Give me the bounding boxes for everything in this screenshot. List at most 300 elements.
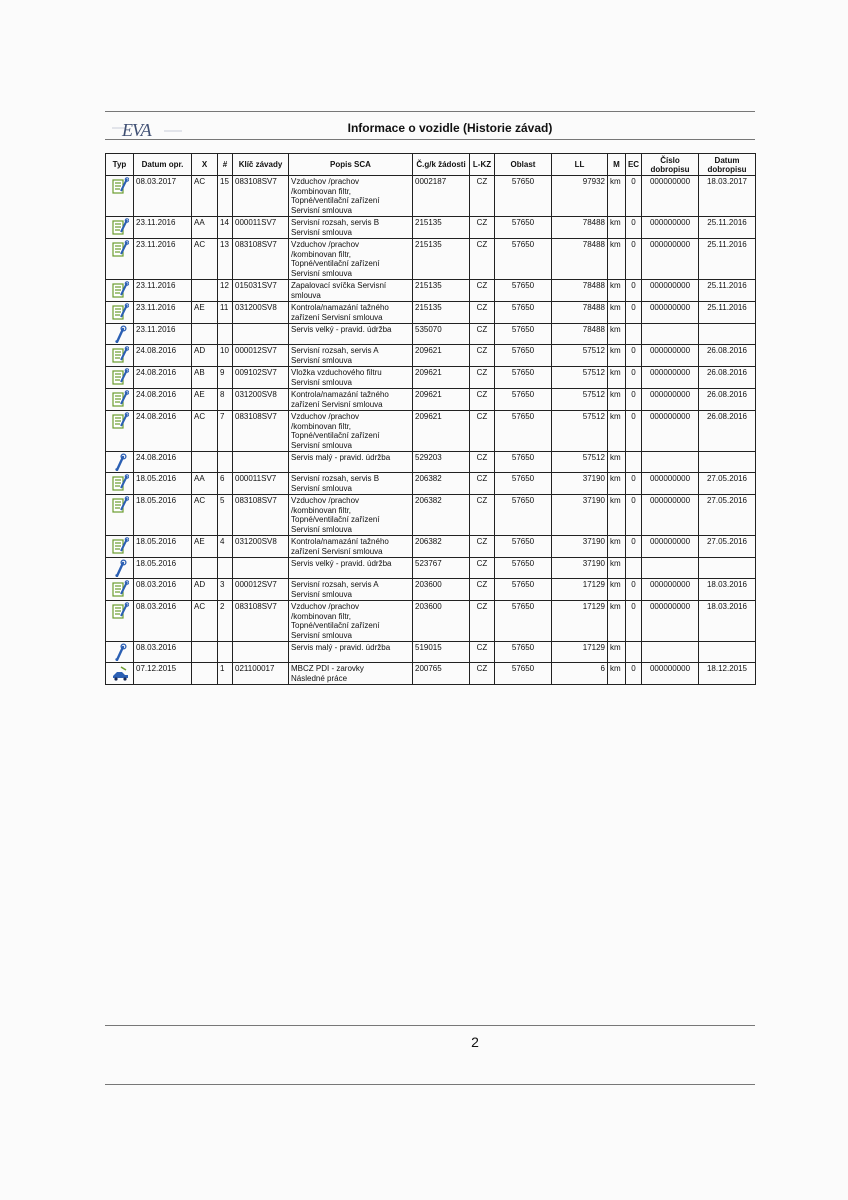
ec-cell: 0 xyxy=(626,217,642,239)
table-row xyxy=(106,558,756,579)
description-cell xyxy=(289,411,413,452)
fault-key-cell: 031200SV8 xyxy=(233,389,289,411)
description-line: Servisní smlouva xyxy=(291,630,352,640)
mileage-cell: 78488 xyxy=(552,217,608,239)
ec-cell: 0 xyxy=(626,302,642,324)
table-row xyxy=(106,176,756,217)
mileage-cell: 57512 xyxy=(552,345,608,367)
request-number-cell: 209621 xyxy=(413,367,470,389)
column-header: Oblast xyxy=(495,154,552,176)
area-cell: 57650 xyxy=(495,389,552,411)
mileage-cell: 78488 xyxy=(552,302,608,324)
lkz-cell: CZ xyxy=(470,663,495,685)
ec-cell: 0 xyxy=(626,473,642,495)
repair-date-cell: 24.08.2016 xyxy=(134,345,192,367)
credit-note-date-cell xyxy=(699,642,756,663)
fault-number-cell: 14 xyxy=(218,217,233,239)
description-cell xyxy=(289,642,413,663)
description-line: Servisní smlouva xyxy=(291,355,352,365)
fault-key-cell: 000011SV7 xyxy=(233,473,289,495)
repair-date-cell: 24.08.2016 xyxy=(134,411,192,452)
description-line: Servisní smlouva xyxy=(291,589,352,599)
service-wrench-icon xyxy=(111,453,129,471)
x-code-cell: AE xyxy=(192,536,218,558)
area-cell: 57650 xyxy=(495,367,552,389)
description-line: Vzduchov /prachov xyxy=(291,240,360,249)
type-icon-cell xyxy=(106,579,134,601)
fault-number-cell: 7 xyxy=(218,411,233,452)
description-line: Topné/ventilační zařízení xyxy=(291,259,380,268)
mileage-cell: 57512 xyxy=(552,411,608,452)
credit-note-date-cell: 26.08.2016 xyxy=(699,411,756,452)
credit-note-date-cell: 26.08.2016 xyxy=(699,367,756,389)
area-cell: 57650 xyxy=(495,473,552,495)
x-code-cell xyxy=(192,642,218,663)
description-cell xyxy=(289,663,413,685)
lkz-cell: CZ xyxy=(470,239,495,280)
footer-rule-bottom xyxy=(105,1084,755,1085)
column-header: M xyxy=(608,154,626,176)
fault-number-cell: 15 xyxy=(218,176,233,217)
description-cell xyxy=(289,239,413,280)
table-row xyxy=(106,389,756,411)
credit-note-number-cell: 000000000 xyxy=(642,495,699,536)
repair-date-cell: 23.11.2016 xyxy=(134,324,192,345)
credit-note-date-cell: 25.11.2016 xyxy=(699,239,756,280)
fault-key-cell xyxy=(233,324,289,345)
unit-cell: km xyxy=(608,473,626,495)
description-line: Vzduchov /prachov xyxy=(291,496,360,505)
fault-history-table xyxy=(105,153,756,685)
ec-cell: 0 xyxy=(626,280,642,302)
repair-document-icon xyxy=(111,580,129,598)
unit-cell: km xyxy=(608,302,626,324)
fault-key-cell: 031200SV8 xyxy=(233,302,289,324)
repair-document-icon xyxy=(111,390,129,408)
credit-note-date-cell: 26.08.2016 xyxy=(699,389,756,411)
type-icon-cell xyxy=(106,176,134,217)
request-number-cell: 206382 xyxy=(413,536,470,558)
credit-note-date-cell: 26.08.2016 xyxy=(699,345,756,367)
mileage-cell: 17129 xyxy=(552,601,608,642)
table-row xyxy=(106,579,756,601)
x-code-cell: AC xyxy=(192,411,218,452)
area-cell: 57650 xyxy=(495,324,552,345)
area-cell: 57650 xyxy=(495,495,552,536)
table-row xyxy=(106,663,756,685)
table-row xyxy=(106,367,756,389)
ec-cell xyxy=(626,452,642,473)
description-cell xyxy=(289,280,413,302)
request-number-cell: 529203 xyxy=(413,452,470,473)
lkz-cell: CZ xyxy=(470,473,495,495)
credit-note-number-cell: 000000000 xyxy=(642,239,699,280)
request-number-cell: 215135 xyxy=(413,280,470,302)
mileage-cell: 37190 xyxy=(552,558,608,579)
credit-note-date-cell: 25.11.2016 xyxy=(699,302,756,324)
description-line: Servisní smlouva xyxy=(291,440,352,450)
service-wrench-icon xyxy=(111,643,129,661)
type-icon-cell xyxy=(106,239,134,280)
mileage-cell: 17129 xyxy=(552,642,608,663)
description-line: Servisní rozsah, servis B xyxy=(291,218,380,227)
description-line: Servisní smlouva xyxy=(291,227,352,237)
fault-key-cell: 021100017 xyxy=(233,663,289,685)
fault-number-cell xyxy=(218,558,233,579)
fault-key-cell: 083108SV7 xyxy=(233,411,289,452)
x-code-cell xyxy=(192,280,218,302)
mileage-cell: 57512 xyxy=(552,389,608,411)
mileage-cell: 37190 xyxy=(552,536,608,558)
x-code-cell: AA xyxy=(192,473,218,495)
description-line: Servisní rozsah, servis A xyxy=(291,346,379,355)
request-number-cell: 535070 xyxy=(413,324,470,345)
request-number-cell: 0002187 xyxy=(413,176,470,217)
repair-date-cell: 24.08.2016 xyxy=(134,389,192,411)
lkz-cell: CZ xyxy=(470,536,495,558)
credit-note-number-cell xyxy=(642,642,699,663)
type-icon-cell xyxy=(106,389,134,411)
table-row xyxy=(106,302,756,324)
credit-note-date-cell: 25.11.2016 xyxy=(699,280,756,302)
credit-note-date-cell: 18.03.2016 xyxy=(699,601,756,642)
lkz-cell: CZ xyxy=(470,495,495,536)
table-row xyxy=(106,452,756,473)
fault-key-cell xyxy=(233,642,289,663)
description-cell xyxy=(289,324,413,345)
description-line: Vzduchov /prachov xyxy=(291,602,360,611)
type-icon-cell xyxy=(106,536,134,558)
ec-cell: 0 xyxy=(626,536,642,558)
unit-cell: km xyxy=(608,495,626,536)
fault-number-cell: 11 xyxy=(218,302,233,324)
fault-number-cell: 9 xyxy=(218,367,233,389)
credit-note-date-cell xyxy=(699,452,756,473)
description-line: /kombinovan filtr, xyxy=(291,186,352,196)
area-cell: 57650 xyxy=(495,280,552,302)
credit-note-number-cell: 000000000 xyxy=(642,345,699,367)
table-row xyxy=(106,280,756,302)
credit-note-date-cell: 27.05.2016 xyxy=(699,536,756,558)
table-row xyxy=(106,217,756,239)
fault-number-cell: 2 xyxy=(218,601,233,642)
repair-date-cell: 08.03.2016 xyxy=(134,601,192,642)
description-line: Servisní smlouva xyxy=(291,483,352,493)
type-icon-cell xyxy=(106,367,134,389)
lkz-cell: CZ xyxy=(470,280,495,302)
description-line: Topné/ventilační zařízení xyxy=(291,515,380,524)
request-number-cell: 203600 xyxy=(413,579,470,601)
ec-cell xyxy=(626,324,642,345)
credit-note-number-cell: 000000000 xyxy=(642,579,699,601)
fault-number-cell: 8 xyxy=(218,389,233,411)
lkz-cell: CZ xyxy=(470,579,495,601)
column-header: Datum dobropisu xyxy=(699,154,756,176)
fault-key-cell: 000012SV7 xyxy=(233,345,289,367)
description-line: Servis velký - pravid. údržba xyxy=(291,559,392,568)
x-code-cell: AE xyxy=(192,389,218,411)
credit-note-date-cell: 18.03.2017 xyxy=(699,176,756,217)
ec-cell: 0 xyxy=(626,176,642,217)
service-wrench-icon xyxy=(111,325,129,343)
mileage-cell: 57512 xyxy=(552,452,608,473)
fault-number-cell xyxy=(218,324,233,345)
description-line: Topné/ventilační zařízení xyxy=(291,621,380,630)
mileage-cell: 37190 xyxy=(552,473,608,495)
description-line: Topné/ventilační zařízení xyxy=(291,431,380,440)
fault-key-cell: 083108SV7 xyxy=(233,239,289,280)
description-line: Vzduchov /prachov xyxy=(291,412,360,421)
credit-note-number-cell: 000000000 xyxy=(642,536,699,558)
lkz-cell: CZ xyxy=(470,389,495,411)
type-icon-cell xyxy=(106,345,134,367)
request-number-cell: 215135 xyxy=(413,239,470,280)
column-header: Číslo dobropisu xyxy=(642,154,699,176)
description-line: MBCZ PDI - zarovky xyxy=(291,664,364,673)
x-code-cell xyxy=(192,324,218,345)
lkz-cell: CZ xyxy=(470,452,495,473)
repair-document-icon xyxy=(111,412,129,430)
fault-key-cell: 000012SV7 xyxy=(233,579,289,601)
credit-note-date-cell: 18.03.2016 xyxy=(699,579,756,601)
type-icon-cell xyxy=(106,495,134,536)
request-number-cell: 209621 xyxy=(413,389,470,411)
description-line: Topné/ventilační zařízení xyxy=(291,196,380,205)
credit-note-number-cell: 000000000 xyxy=(642,302,699,324)
unit-cell: km xyxy=(608,452,626,473)
repair-document-icon xyxy=(111,537,129,555)
ec-cell: 0 xyxy=(626,411,642,452)
x-code-cell xyxy=(192,558,218,579)
fault-key-cell: 083108SV7 xyxy=(233,495,289,536)
column-header: Č.g/k žádosti xyxy=(413,154,470,176)
fault-key-cell xyxy=(233,452,289,473)
area-cell: 57650 xyxy=(495,558,552,579)
area-cell: 57650 xyxy=(495,601,552,642)
top-rule xyxy=(105,111,755,112)
area-cell: 57650 xyxy=(495,642,552,663)
fault-number-cell: 3 xyxy=(218,579,233,601)
ec-cell: 0 xyxy=(626,389,642,411)
ec-cell xyxy=(626,558,642,579)
description-line: Vložka vzduchového filtru xyxy=(291,368,382,377)
description-cell xyxy=(289,495,413,536)
table-row xyxy=(106,536,756,558)
table-row xyxy=(106,239,756,280)
ec-cell xyxy=(626,642,642,663)
table-row xyxy=(106,411,756,452)
unit-cell: km xyxy=(608,389,626,411)
new-car-delivery-icon xyxy=(111,664,129,682)
description-cell xyxy=(289,176,413,217)
credit-note-number-cell: 000000000 xyxy=(642,601,699,642)
fault-number-cell: 13 xyxy=(218,239,233,280)
repair-date-cell: 24.08.2016 xyxy=(134,452,192,473)
fault-number-cell: 6 xyxy=(218,473,233,495)
fault-key-cell: 015031SV7 xyxy=(233,280,289,302)
credit-note-date-cell xyxy=(699,324,756,345)
description-line: zařízení Servisní smlouva xyxy=(291,312,383,322)
description-cell xyxy=(289,579,413,601)
area-cell: 57650 xyxy=(495,579,552,601)
ec-cell: 0 xyxy=(626,345,642,367)
request-number-cell: 209621 xyxy=(413,411,470,452)
unit-cell: km xyxy=(608,345,626,367)
type-icon-cell xyxy=(106,324,134,345)
request-number-cell: 206382 xyxy=(413,495,470,536)
x-code-cell: AA xyxy=(192,217,218,239)
type-icon-cell xyxy=(106,452,134,473)
mileage-cell: 78488 xyxy=(552,324,608,345)
repair-date-cell: 18.05.2016 xyxy=(134,495,192,536)
ec-cell: 0 xyxy=(626,367,642,389)
type-icon-cell xyxy=(106,411,134,452)
x-code-cell: AE xyxy=(192,302,218,324)
column-header: Datum opr. xyxy=(134,154,192,176)
description-line: zařízení Servisní smlouva xyxy=(291,546,383,556)
page-number: 2 xyxy=(471,1034,479,1050)
x-code-cell: AD xyxy=(192,345,218,367)
request-number-cell: 523767 xyxy=(413,558,470,579)
description-cell xyxy=(289,345,413,367)
credit-note-date-cell: 18.12.2015 xyxy=(699,663,756,685)
ec-cell: 0 xyxy=(626,239,642,280)
description-cell xyxy=(289,536,413,558)
type-icon-cell xyxy=(106,642,134,663)
table-row xyxy=(106,473,756,495)
unit-cell: km xyxy=(608,642,626,663)
repair-document-icon xyxy=(111,368,129,386)
lkz-cell: CZ xyxy=(470,558,495,579)
ec-cell: 0 xyxy=(626,495,642,536)
x-code-cell xyxy=(192,452,218,473)
type-icon-cell xyxy=(106,558,134,579)
type-icon-cell xyxy=(106,302,134,324)
unit-cell: km xyxy=(608,176,626,217)
credit-note-number-cell: 000000000 xyxy=(642,389,699,411)
type-icon-cell xyxy=(106,601,134,642)
x-code-cell: AC xyxy=(192,176,218,217)
unit-cell: km xyxy=(608,579,626,601)
area-cell: 57650 xyxy=(495,411,552,452)
lkz-cell: CZ xyxy=(470,176,495,217)
request-number-cell: 215135 xyxy=(413,302,470,324)
description-cell xyxy=(289,217,413,239)
credit-note-date-cell xyxy=(699,558,756,579)
column-header: X xyxy=(192,154,218,176)
column-header: LL xyxy=(552,154,608,176)
type-icon-cell xyxy=(106,473,134,495)
area-cell: 57650 xyxy=(495,663,552,685)
fault-key-cell: 083108SV7 xyxy=(233,176,289,217)
request-number-cell: 200765 xyxy=(413,663,470,685)
fault-key-cell: 083108SV7 xyxy=(233,601,289,642)
unit-cell: km xyxy=(608,217,626,239)
credit-note-number-cell xyxy=(642,324,699,345)
fault-number-cell: 12 xyxy=(218,280,233,302)
description-line: /kombinovan filtr, xyxy=(291,249,352,259)
lkz-cell: CZ xyxy=(470,345,495,367)
lkz-cell: CZ xyxy=(470,367,495,389)
repair-date-cell: 24.08.2016 xyxy=(134,367,192,389)
description-line: Servis malý - pravid. údržba xyxy=(291,643,391,652)
unit-cell: km xyxy=(608,411,626,452)
unit-cell: km xyxy=(608,239,626,280)
fault-key-cell: 009102SV7 xyxy=(233,367,289,389)
request-number-cell: 209621 xyxy=(413,345,470,367)
description-line: Servisní rozsah, servis A xyxy=(291,580,379,589)
type-icon-cell xyxy=(106,663,134,685)
x-code-cell xyxy=(192,663,218,685)
table-header-row xyxy=(106,154,756,176)
description-line: Kontrola/namazání tažného xyxy=(291,537,389,546)
credit-note-date-cell: 27.05.2016 xyxy=(699,473,756,495)
fault-number-cell: 5 xyxy=(218,495,233,536)
ec-cell: 0 xyxy=(626,601,642,642)
table-row xyxy=(106,345,756,367)
area-cell: 57650 xyxy=(495,536,552,558)
credit-note-number-cell xyxy=(642,452,699,473)
mileage-cell: 97932 xyxy=(552,176,608,217)
description-line: /kombinovan filtr, xyxy=(291,505,352,515)
lkz-cell: CZ xyxy=(470,642,495,663)
credit-note-number-cell: 000000000 xyxy=(642,176,699,217)
area-cell: 57650 xyxy=(495,217,552,239)
fault-key-cell xyxy=(233,558,289,579)
unit-cell: km xyxy=(608,367,626,389)
area-cell: 57650 xyxy=(495,176,552,217)
column-header: L-KZ xyxy=(470,154,495,176)
repair-date-cell: 08.03.2016 xyxy=(134,579,192,601)
request-number-cell: 215135 xyxy=(413,217,470,239)
unit-cell: km xyxy=(608,324,626,345)
title-rule xyxy=(105,139,755,140)
fault-number-cell: 10 xyxy=(218,345,233,367)
description-cell xyxy=(289,302,413,324)
ec-cell: 0 xyxy=(626,663,642,685)
description-line: Kontrola/namazání tažného xyxy=(291,390,389,399)
request-number-cell: 519015 xyxy=(413,642,470,663)
mileage-cell: 78488 xyxy=(552,280,608,302)
unit-cell: km xyxy=(608,601,626,642)
unit-cell: km xyxy=(608,280,626,302)
mileage-cell: 6 xyxy=(552,663,608,685)
fault-key-cell: 031200SV8 xyxy=(233,536,289,558)
type-icon-cell xyxy=(106,217,134,239)
table-row xyxy=(106,495,756,536)
credit-note-number-cell: 000000000 xyxy=(642,280,699,302)
credit-note-number-cell: 000000000 xyxy=(642,367,699,389)
repair-document-icon xyxy=(111,474,129,492)
repair-date-cell: 08.03.2017 xyxy=(134,176,192,217)
credit-note-number-cell: 000000000 xyxy=(642,473,699,495)
description-cell xyxy=(289,558,413,579)
repair-date-cell: 18.05.2016 xyxy=(134,473,192,495)
fault-number-cell xyxy=(218,642,233,663)
repair-date-cell: 23.11.2016 xyxy=(134,280,192,302)
table-row xyxy=(106,324,756,345)
description-line: Servisní smlouva xyxy=(291,524,352,534)
description-cell xyxy=(289,367,413,389)
document-title: Informace o vozidle (Historie závad) xyxy=(347,121,553,135)
repair-document-icon xyxy=(111,496,129,514)
repair-date-cell: 08.03.2016 xyxy=(134,642,192,663)
request-number-cell: 206382 xyxy=(413,473,470,495)
mileage-cell: 78488 xyxy=(552,239,608,280)
mileage-cell: 17129 xyxy=(552,579,608,601)
repair-date-cell: 18.05.2016 xyxy=(134,536,192,558)
request-number-cell: 203600 xyxy=(413,601,470,642)
